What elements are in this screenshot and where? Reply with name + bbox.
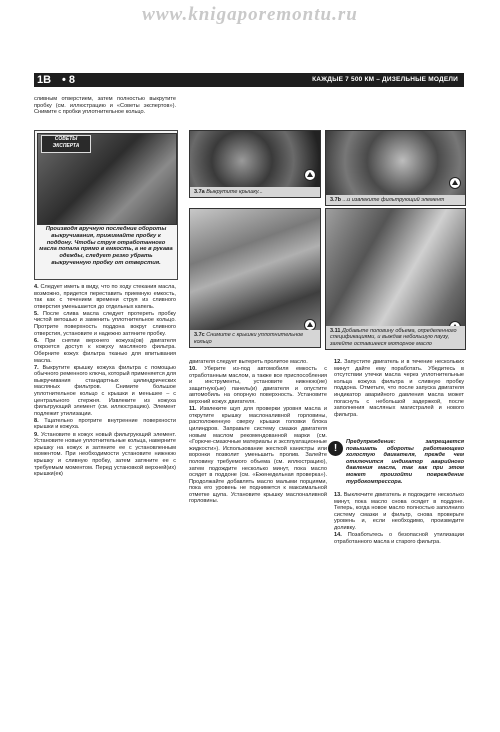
engine-photo	[190, 209, 320, 347]
watermark: www.knigaporemontu.ru	[142, 4, 358, 25]
page-header	[34, 73, 464, 87]
text-column-middle	[189, 359, 327, 506]
photo-caption: 3.7c Снимите с крышки уплотнительное кольцо	[190, 330, 320, 347]
step-paragraph: 10. Уберите из-под автомобиля емкость с отработанным маслом, а также все приспособления и инструменты, установите нижнюю(ие) защитную(ые) панель(и) двигателя и опустите автомобиль на опорную поверхность. Установите верхний кожух двигателя.	[189, 366, 328, 406]
expert-tips-logo: СОВЕТЫ ЭКСПЕРТА	[41, 135, 91, 153]
step-paragraph: 7. Выкрутите крышку кожуха фильтра с помощью обычного ременного ключа, который применяется для выкручивания стандартных цилиндрических масляных фильтров. Снимите большое уплотнительное кольцо с крышки и меньшее – с центрального стержня. Извлеките из кожуха фильтрующий элемент (см. иллюстрацию). Элемент подлежит утилизации.	[34, 364, 176, 417]
photo-3-7c	[189, 208, 321, 348]
step-paragraph: 13. Выключите двигатель и подождите несколько минут, пока масло снова осядет в поддоне. Теперь, когда новое масло полностью заполнило систему смазки и фильтр, снова проверьте уровень и, если необходимо, произведите доливку.	[334, 492, 464, 531]
photo-caption: 3.11 Добавьте половину объема, определенного спецификациями, и выждав небольшую паузу, залейте оставшееся моторное масло	[326, 326, 465, 350]
text-column-right	[334, 359, 464, 419]
step-paragraph: 11. Извлеките щуп для проверки уровня масла и открутите крышку маслоналивной горловины, расположенную сверху крышки головки блока цилиндров. Заправьте систему смазки двигателя новым маслом рекомендованной марки (см. «Горюче-смазочные материалы и эксплуатационные жидкости»). Использование жесткой канистры или воронки позволит уменьшить пролив. Залейте половину требуемого объема (см. иллюстрацию), затем подождите несколько минут, пока масло осядет в поддоне (см. «Еженедельная проверка»). Продолжайте добавлять масло малыми порциями, пока его уровень не поднимется к максимальной отметке щупа. Установите крышку маслоналивной горловины.	[189, 406, 327, 505]
photo-3-11	[325, 208, 466, 350]
section-mark-icon	[304, 169, 316, 181]
warning-text: Предупреждение: запрещается повышать обороты работающего холостую двигателя, прежде чем отключится индикатор аварийного давления масла, так как при этом может произойти повреждение турбокомпрессора.	[346, 439, 464, 485]
text-column-right-steps	[334, 492, 464, 546]
section-mark-icon	[449, 177, 461, 189]
step-paragraph: 6. При снятии верхнего кожуха(ов) двигателя откроется доступ к кожуху масляного фильтра. Оберните кожух фильтра тканью для впитывания масла.	[34, 337, 176, 364]
step-paragraph: 4. Следует иметь в виду, что по ходу стекания масла, возможно, придется переставить приемную емкость, так как с течением времени струя из сливного отверстия уменьшается до отдельных капель.	[34, 284, 176, 310]
page-number: • 8	[62, 74, 76, 86]
photo-3-7b	[325, 130, 466, 206]
warning-block	[328, 439, 464, 485]
step-paragraph: 8. Тщательно протрите внутренние поверхности крышки и кожуха.	[34, 417, 176, 431]
expert-tip-box	[34, 130, 178, 280]
step-paragraph: 12. Запустите двигатель и в течение нескольких минут дайте ему поработать. Убедитесь в отсутствии утечки масла через уплотнительные кольца кожуха фильтра и сливную пробку поддона. Отметьте, что после запуска двигателя индикатор аварийного давления масла может погаснуть с небольшой задержкой, после заполнения масляных магистралей и нового фильтра.	[334, 359, 464, 418]
warning-icon: !	[328, 441, 343, 456]
step-paragraph: двигателя следует вытереть пролитое масло.	[189, 359, 308, 365]
photo-caption: 3.7a Выкрутите крышку...	[190, 187, 320, 198]
chapter-badge: 1B	[37, 74, 52, 86]
step-paragraph: 9. Установите в кожух новый фильтрующий элемент. Установите новые уплотнительные кольца, наверните крышку на кожух и затяните ее с установленным моментом. При необходимости установите нижнюю крышку и сливную пробку, затем затяните ее с требуемым моментом. Перед установкой верхней(их) крышки(ек)	[34, 431, 176, 478]
step-paragraph: 5. После слива масла следует протереть пробку чистой ветошью и заменить уплотнительное кольцо. Протрите поверхность поддона вокруг сливного отверстия, установите и надежно затяните пробку.	[34, 310, 176, 337]
tip-text: Производя вручную последние обороты выкручивания, прижимайте пробку к поддону. Чтобы струя отработанного масла попала прямо в емкость, а не в рукава одежды, следует резко убрать выкрученную пробку от отверстия.	[39, 226, 173, 266]
text-column-left-steps	[34, 284, 176, 478]
page-title: КАЖДЫЕ 7 500 КМ – ДИЗЕЛЬНЫЕ МОДЕЛИ	[312, 76, 458, 83]
paragraph-intro: сливным отверстием, затем полностью выкрутите пробку (см. иллюстрацию и «Советы экспертов»). Снимите с пробки уплотнительное кольцо.	[34, 96, 176, 116]
photo-3-7a	[189, 130, 321, 198]
text-column-left	[34, 96, 176, 116]
step-paragraph: 14. Позаботьтесь о безопасной утилизации отработанного масла и старого фильтра.	[334, 532, 464, 545]
photo-caption: 3.7b ...и извлеките фильтрующий элемент	[326, 195, 465, 206]
